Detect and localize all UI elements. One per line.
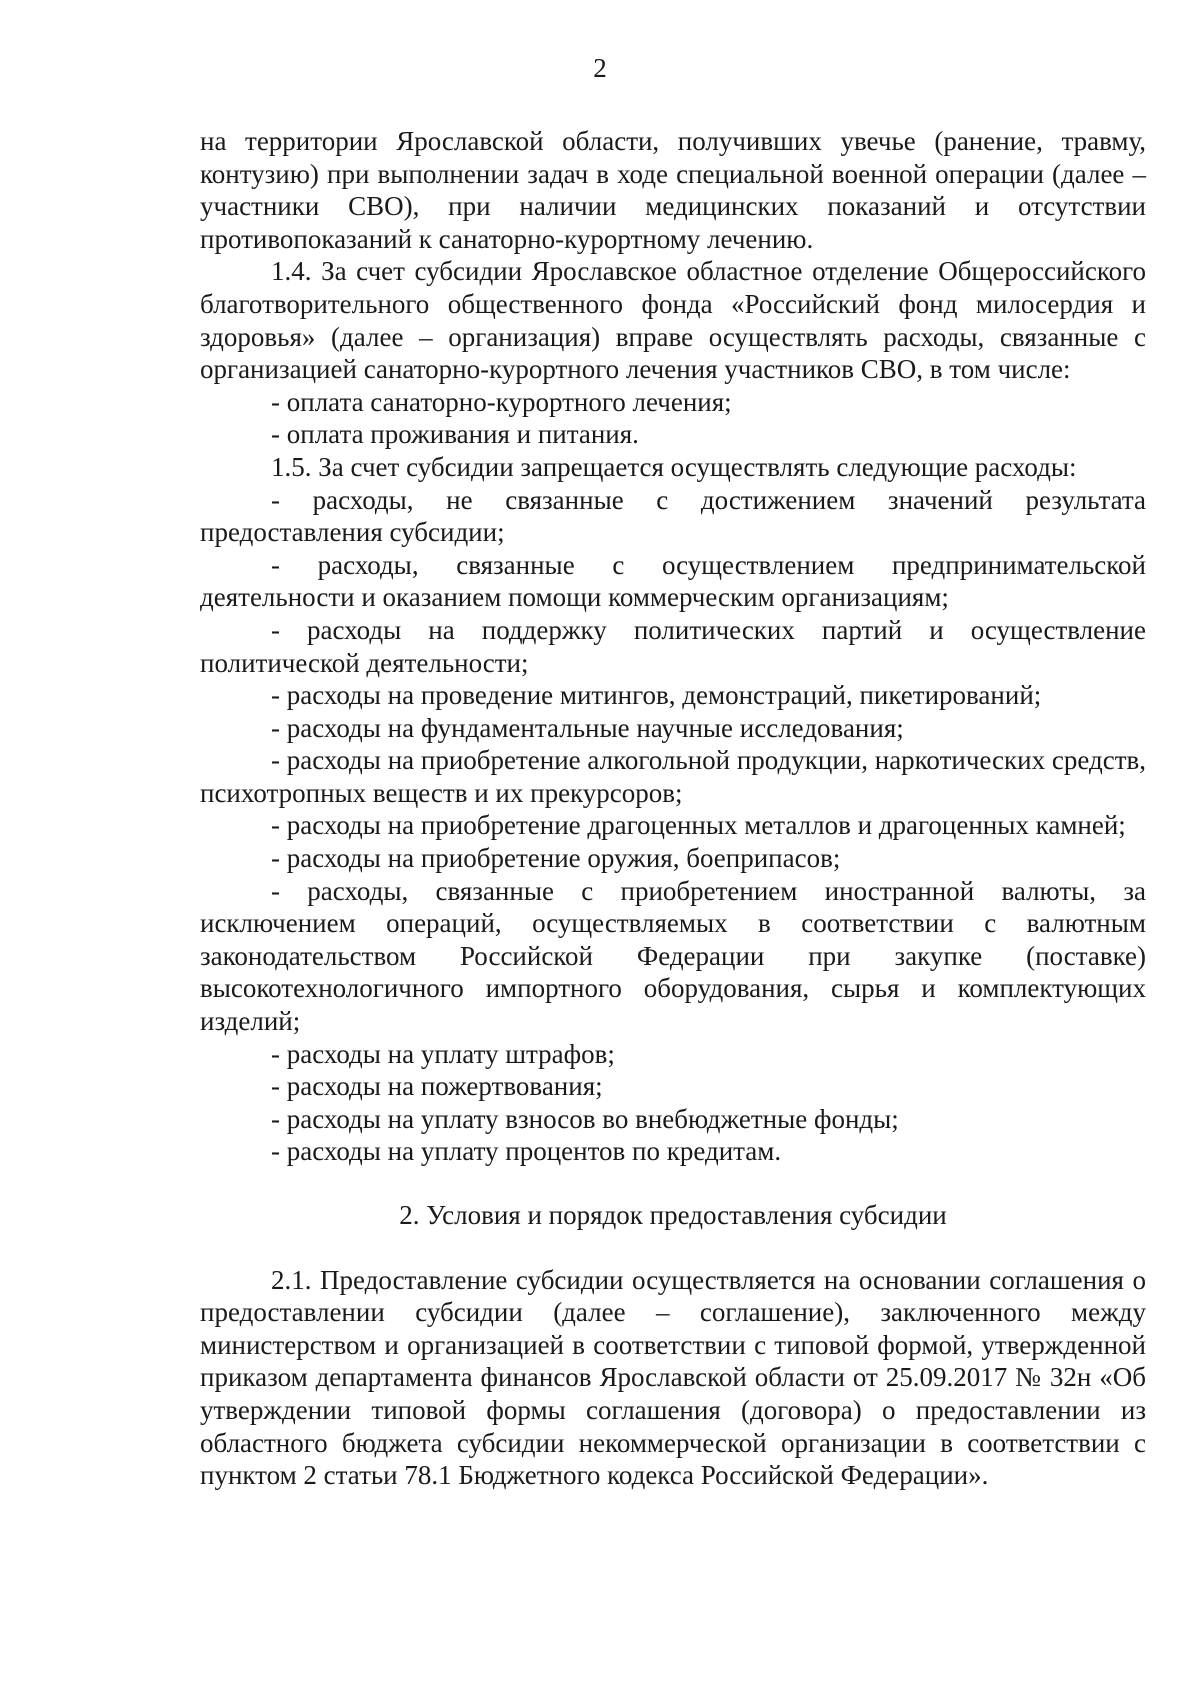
list-item-unrelated-expenses: - расходы, не связанные с достижением значений результата предоставления субсидии; xyxy=(200,484,1146,548)
list-item-alcohol-expenses: - расходы на приобретение алкогольной продукции, наркотических средств, психотропных веществ и их прекурсоров; xyxy=(200,745,1146,808)
paragraph-1-5: 1.5. За счет субсидии запрещается осуществлять следующие расходы: xyxy=(271,451,1077,482)
list-item-precious-metals-expenses: - расходы на приобретение драгоценных металлов и драгоценных камней; xyxy=(271,810,1126,841)
list-item-fines-expenses: - расходы на уплату штрафов; xyxy=(271,1038,615,1069)
paragraph-2-1: 2.1. Предоставление субсидии осуществляется на основании соглашения о предоставлении субсидии (далее – соглашение), заключенного между министерством и организацией в соответствии с типовой формой, утвержденной приказом департамента финансов Ярославской области от 25.09.2017 № 32н «Об утверждении типовой формы соглашения (договора) о предоставлении из областного бюджета субсидии некоммерческой организации в соответствии с пунктом 2 статьи 78.1 Бюджетного кодекса Российской Федерации». xyxy=(200,1264,1146,1491)
paragraph-continuation: на территории Ярославской области, получивших увечье (ранение, травму, контузию) при выполнении задач в ходе специальной военной операции (далее – участники СВО), при наличии медицинских показаний и отсутствии противопоказаний к санаторно-курортному лечению. xyxy=(200,126,1146,254)
list-item-sanatorium-payment: - оплата санаторно-курортного лечения; xyxy=(271,386,732,417)
list-item-currency-expenses: - расходы, связанные с приобретением иностранной валюты, за исключением операций, осуществляемых в соответствии с валютным законодательством Российской Федерации при закупке (поставке) высокотехнологичного импортного оборудования, сырья и комплектующих изделий; xyxy=(200,875,1146,1037)
list-item-weapons-expenses: - расходы на приобретение оружия, боеприпасов; xyxy=(271,843,841,874)
list-item-donations-expenses: - расходы на пожертвования; xyxy=(271,1071,603,1102)
list-item-interest-expenses: - расходы на уплату процентов по кредитам. xyxy=(271,1136,782,1167)
list-item-rally-expenses: - расходы на проведение митингов, демонстраций, пикетирований; xyxy=(271,680,1042,711)
list-item-business-expenses: - расходы, связанные с осуществлением предпринимательской деятельности и оказанием помощи коммерческим организациям; xyxy=(200,549,1146,613)
list-item-funds-contributions-expenses: - расходы на уплату взносов во внебюджетные фонды; xyxy=(271,1103,899,1134)
list-item-accommodation-payment: - оплата проживания и питания. xyxy=(271,419,639,450)
document-body xyxy=(200,125,1146,1492)
paragraph-1-4: 1.4. За счет субсидии Ярославское областное отделение Общероссийского благотворительного общественного фонда «Российский фонд милосердия и здоровья» (далее – организация) вправе осуществлять расходы, связанные с организацией санаторно-курортного лечения участников СВО, в том числе: xyxy=(200,256,1146,385)
list-item-political-expenses: - расходы на поддержку политических партий и осуществление политической деятельности; xyxy=(200,614,1146,678)
list-item-research-expenses: - расходы на фундаментальные научные исследования; xyxy=(271,712,904,743)
page-number: 2 xyxy=(593,53,607,83)
section-heading: 2. Условия и порядок предоставления субсидии xyxy=(399,1200,947,1230)
